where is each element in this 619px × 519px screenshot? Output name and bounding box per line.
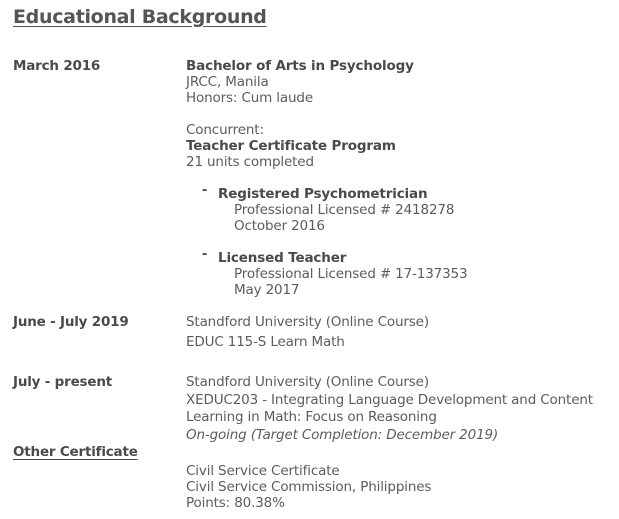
- course-name: XEDUC203 - Integrating Language Development and Content: [186, 392, 593, 408]
- course-status: On-going (Target Completion: December 2019): [186, 427, 499, 443]
- program-title: Teacher Certificate Program: [186, 138, 396, 154]
- entry-date: July - present: [13, 374, 112, 390]
- license-title: Registered Psychometrician: [218, 186, 428, 202]
- license-date: October 2016: [234, 218, 325, 234]
- license-date: May 2017: [234, 282, 300, 298]
- license-title: Licensed Teacher: [218, 250, 347, 266]
- license-number: Professional Licensed # 17-137353: [234, 266, 468, 282]
- certificate-issuer: Civil Service Commission, Philippines: [186, 479, 432, 495]
- honors: Honors: Cum laude: [186, 90, 313, 106]
- school-name: Standford University (Online Course): [186, 374, 429, 390]
- bullet-dash: -: [202, 183, 208, 198]
- school-name: Standford University (Online Course): [186, 314, 429, 330]
- other-certificate-label: Other Certificate: [13, 444, 138, 460]
- course-name: EDUC 115-S Learn Math: [186, 334, 345, 350]
- units-completed: 21 units completed: [186, 154, 314, 170]
- course-name-continued: Learning in Math: Focus on Reasoning: [186, 409, 437, 425]
- school-name: JRCC, Manila: [186, 74, 269, 90]
- section-title: Educational Background: [13, 6, 267, 28]
- degree-title: Bachelor of Arts in Psychology: [186, 58, 414, 74]
- license-number: Professional Licensed # 2418278: [234, 202, 455, 218]
- entry-date: June - July 2019: [13, 314, 129, 330]
- bullet-dash: -: [202, 247, 208, 262]
- certificate-name: Civil Service Certificate: [186, 463, 340, 479]
- certificate-points: Points: 80.38%: [186, 495, 285, 511]
- concurrent-label: Concurrent:: [186, 122, 264, 138]
- entry-date: March 2016: [13, 58, 101, 74]
